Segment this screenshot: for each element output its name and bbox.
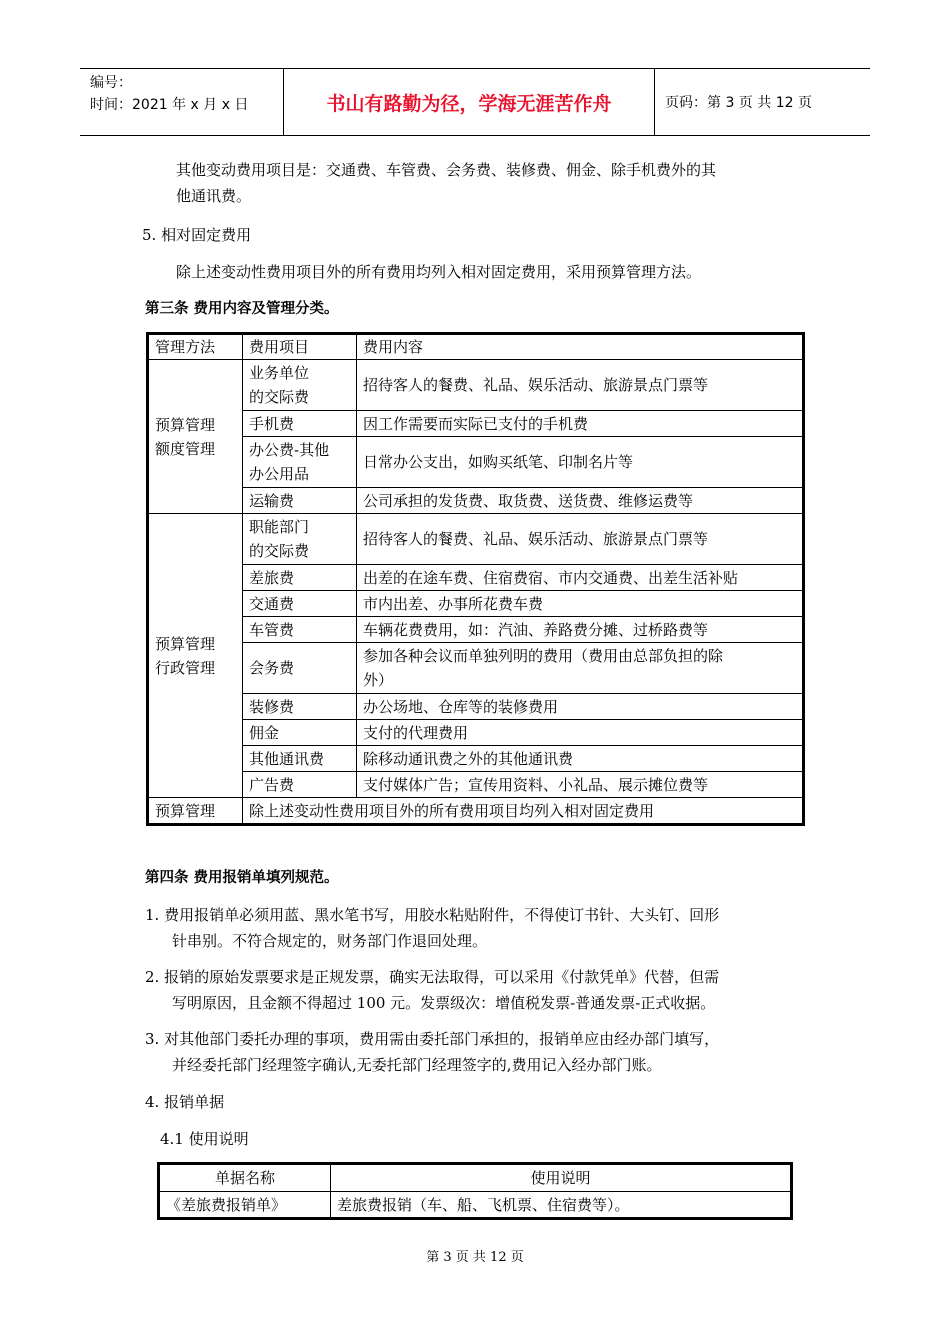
item-cell: 其他通讯费: [243, 746, 357, 772]
section-heading-article-3: 第三条 费用内容及管理分类。: [145, 301, 339, 317]
table-header-cell: 费用项目: [243, 335, 357, 360]
content-cell: 支付媒体广告；宣传用资料、小礼品、展示摊位费等: [357, 772, 803, 798]
content-cell: 招待客人的餐费、礼品、娱乐活动、旅游景点门票等: [357, 360, 803, 411]
item-cell: 装修费: [243, 694, 357, 720]
table-header-row: [160, 1165, 791, 1192]
table-row: [149, 798, 803, 824]
list-item-1-cont: 针串别。不符合规定的，财务部门作退回处理。: [172, 932, 488, 950]
item-cell: 佣金: [243, 720, 357, 746]
table-row: [149, 746, 803, 772]
content-cell: 除上述变动性费用项目外的所有费用项目均列入相对固定费用: [243, 798, 803, 824]
table-row: [149, 565, 803, 591]
table-header-cell: 单据名称: [160, 1165, 331, 1192]
list-item-2-cont: 写明原因，且金额不得超过 100 元。发票级次：增值税发票-普通发票-正式收据。: [172, 994, 716, 1012]
paragraph-line: 他通讯费。: [176, 187, 252, 205]
doc-date-label: 时间：2021 年 x 月 x 日: [90, 97, 249, 113]
list-item-3: 3. 对其他部门委托办理的事项，费用需由委托部门承担的，报销单应由经办部门填写，: [145, 1030, 720, 1048]
item-cell: 交通费: [243, 591, 357, 617]
header-meta: [80, 69, 283, 135]
content-cell: 因工作需要而实际已支付的手机费: [357, 411, 803, 437]
list-item-5: 5. 相对固定费用: [142, 226, 252, 244]
method-cell: 预算管理 行政管理: [149, 514, 243, 798]
method-cell: 预算管理 额度管理: [149, 360, 243, 514]
table-row: [149, 360, 803, 411]
content-cell: 参加各种会议而单独列明的费用（费用由总部负担的除 外）: [357, 643, 803, 694]
voucher-name-cell: 《差旅费报销单》: [160, 1192, 331, 1218]
table-row: [149, 411, 803, 437]
table-row: [149, 488, 803, 514]
table-row: [149, 591, 803, 617]
item-cell: 业务单位 的交际费: [243, 360, 357, 411]
content-cell: 日常办公支出，如购买纸笔、印制名片等: [357, 437, 803, 488]
page-footer: 第 3 页 共 12 页: [426, 1250, 524, 1265]
item-cell: 办公费-其他 办公用品: [243, 437, 357, 488]
section-heading-article-4: 第四条 费用报销单填列规范。: [145, 870, 339, 886]
content-cell: 出差的在途车费、住宿费宿、市内交通费、出差生活补贴: [357, 565, 803, 591]
item-cell: 差旅费: [243, 565, 357, 591]
table-header-cell: 费用内容: [357, 335, 803, 360]
paragraph-line: 其他变动费用项目是：交通费、车管费、会务费、装修费、佣金、除手机费外的其: [176, 161, 717, 179]
item-cell: 运输费: [243, 488, 357, 514]
content-cell: 招待客人的餐费、礼品、娱乐活动、旅游景点门票等: [357, 514, 803, 565]
table-row: [149, 720, 803, 746]
content-cell: 支付的代理费用: [357, 720, 803, 746]
table-row: [149, 617, 803, 643]
content-cell: 办公场地、仓库等的装修费用: [357, 694, 803, 720]
table-row: [149, 514, 803, 565]
item-cell: 职能部门 的交际费: [243, 514, 357, 565]
content-cell: 市内出差、办事所花费车费: [357, 591, 803, 617]
item-cell: 会务费: [243, 643, 357, 694]
item-cell: 广告费: [243, 772, 357, 798]
table-header-cell: 管理方法: [149, 335, 243, 360]
table-row: [160, 1192, 791, 1218]
voucher-desc-cell: 差旅费报销（车、船、飞机票、住宿费等）。: [331, 1192, 791, 1218]
list-item-1: 1. 费用报销单必须用蓝、黑水笔书写，用胶水粘贴附件，不得使订书针、大头钉、回形: [145, 906, 720, 924]
list-item-2: 2. 报销的原始发票要求是正规发票，确实无法取得，可以采用《付款凭单》代替，但需: [145, 968, 720, 986]
header-motto: 书山有路勤为径，学海无涯苦作舟: [283, 69, 655, 135]
list-item-4: 4. 报销单据: [145, 1093, 225, 1111]
content-cell: 除移动通讯费之外的其他通讯费: [357, 746, 803, 772]
header-page-number: 页码：第 3 页 共 12 页: [665, 95, 812, 111]
table-row: [149, 643, 803, 694]
page-header: [80, 68, 870, 136]
item-cell: 车管费: [243, 617, 357, 643]
content-cell: 公司承担的发货费、取货费、送货费、维修运费等: [357, 488, 803, 514]
table-header-row: [149, 335, 803, 360]
method-cell: 预算管理: [149, 798, 243, 824]
sub-item-4-1: 4.1 使用说明: [160, 1130, 249, 1148]
table-row: [149, 437, 803, 488]
expense-category-table: [148, 334, 803, 824]
paragraph-line: 除上述变动性费用项目外的所有费用均列入相对固定费用，采用预算管理方法。: [176, 263, 702, 281]
list-item-3-cont: 并经委托部门经理签字确认,无委托部门经理签字的,费用记入经办部门账。: [172, 1056, 662, 1074]
content-cell: 车辆花费费用，如：汽油、养路费分摊、过桥路费等: [357, 617, 803, 643]
item-cell: 手机费: [243, 411, 357, 437]
doc-number-label: 编号：: [90, 75, 132, 91]
table-row: [149, 772, 803, 798]
table-row: [149, 694, 803, 720]
table-header-cell: 使用说明: [331, 1165, 791, 1192]
voucher-usage-table: [159, 1164, 791, 1218]
